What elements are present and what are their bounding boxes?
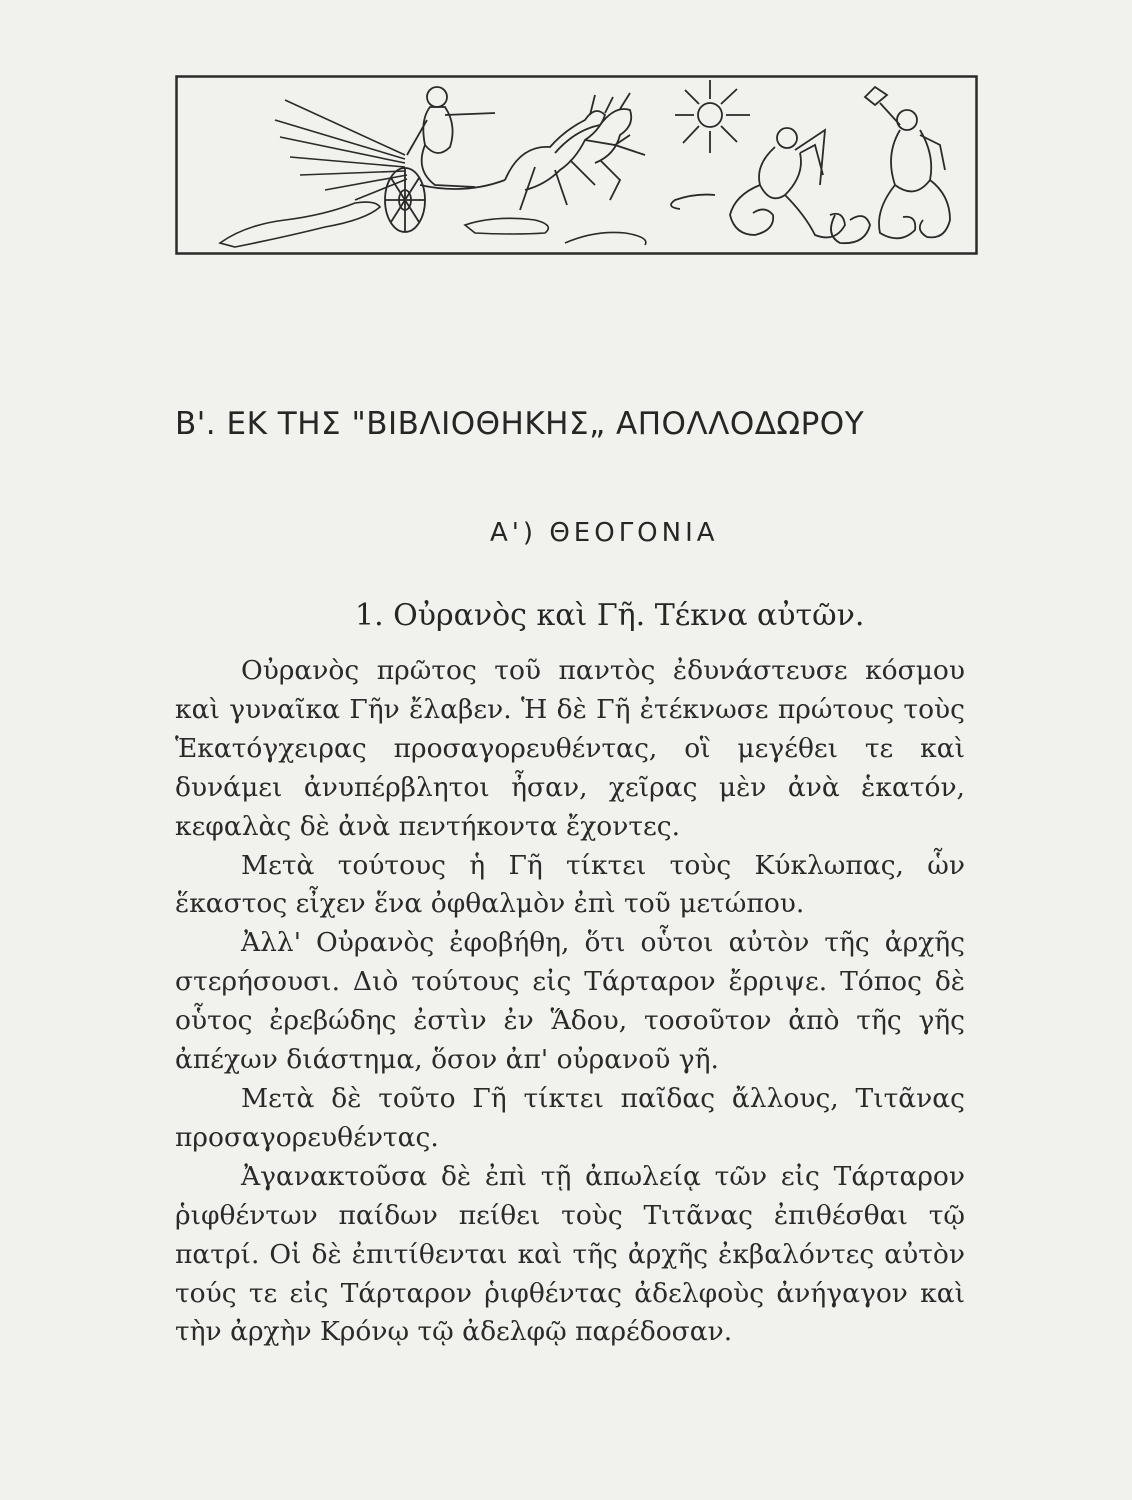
paragraph: Ἀγανακτοῦσα δὲ ἐπὶ τῇ ἀπωλείᾳ τῶν εἰς Τάρταρον ῥιφθέντων παίδων πείθει τοὺς Τιτᾶνας ἐπιθέσθαι τῷ πατρί. Οἱ δὲ ἐπιτίθενται καὶ τῆς ἀρχῆς ἐκβαλόντες αὐτὸν τούς τε εἰς Τάρταρον ῥιφθέντας ἀδελφοὺς ἀνήγαγον καὶ τὴν ἀρχὴν Κρόνῳ τῷ ἀδελφῷ παρέδοσαν. — [175, 1160, 965, 1348]
paragraph: Μετὰ τούτους ἡ Γῆ τίκτει τοὺς Κύκλωπας, ὧν ἕκαστος εἶχεν ἕνα ὀφθαλμὸν ἐπὶ τοῦ μετώπου. — [175, 849, 965, 920]
giants-serpents — [671, 87, 950, 243]
illustration-frame — [177, 77, 977, 254]
chapter-title: Β'. ΕΚ ΤΗΣ "ΒΙΒΛΙΟΘΗΚΗΣ„ ΑΠΟΛΛΟΔΩΡΟΥ — [175, 406, 865, 442]
body-text — [175, 652, 965, 1352]
horses — [505, 93, 645, 210]
paragraph: Μετὰ δὲ τοῦτο Γῆ τίκτει παῖδας ἄλλους, Τιτᾶνας προσαγορευθέντας. — [175, 1082, 965, 1153]
section-title: Α') ΘΕΟΓΟΝΙΑ — [490, 518, 719, 548]
mythological-illustration — [175, 75, 978, 255]
chariot-wheel — [385, 168, 505, 232]
illustration-drawing — [175, 75, 978, 255]
uranus-figure — [407, 87, 495, 187]
paragraph: Οὐρανὸς πρῶτος τοῦ παντὸς ἐδυνάστευσε κόσμου καὶ γυναῖκα Γῆν ἔλαβεν. Ἡ δὲ Γῆ ἐτέκνωσε πρώτους τοὺς Ἑκατόγχειρας προσαγορευθέντας, οἳ μεγέθει τε καὶ δυνάμει ἀνυπέρβλητοι ἦσαν, χεῖρας μὲν ἀνὰ ἑκατόν, κεφαλὰς δὲ ἀνὰ πεντήκοντα ἔχοντες. — [175, 655, 965, 842]
subsection-title: 1. Οὐρανὸς καὶ Γῆ. Τέκνα αὐτῶν. — [355, 598, 865, 633]
sun-icon — [675, 80, 750, 153]
paragraph: Ἀλλ' Οὐρανὸς ἐφοβήθη, ὅτι οὗτοι αὐτὸν τῆς ἀρχῆς στερήσουσι. Διὸ τούτους εἰς Τάρταρον ἔρριψε. Τόπος δὲ οὗτος ἐρεβώδης ἐστὶν ἐν Ἅδου, τοσοῦτον ἀπὸ τῆς γῆς ἀπέχων διάστημα, ὅσον ἀπ' οὐρανοῦ γῆ. — [175, 927, 965, 1076]
fallen-figures — [220, 202, 646, 247]
